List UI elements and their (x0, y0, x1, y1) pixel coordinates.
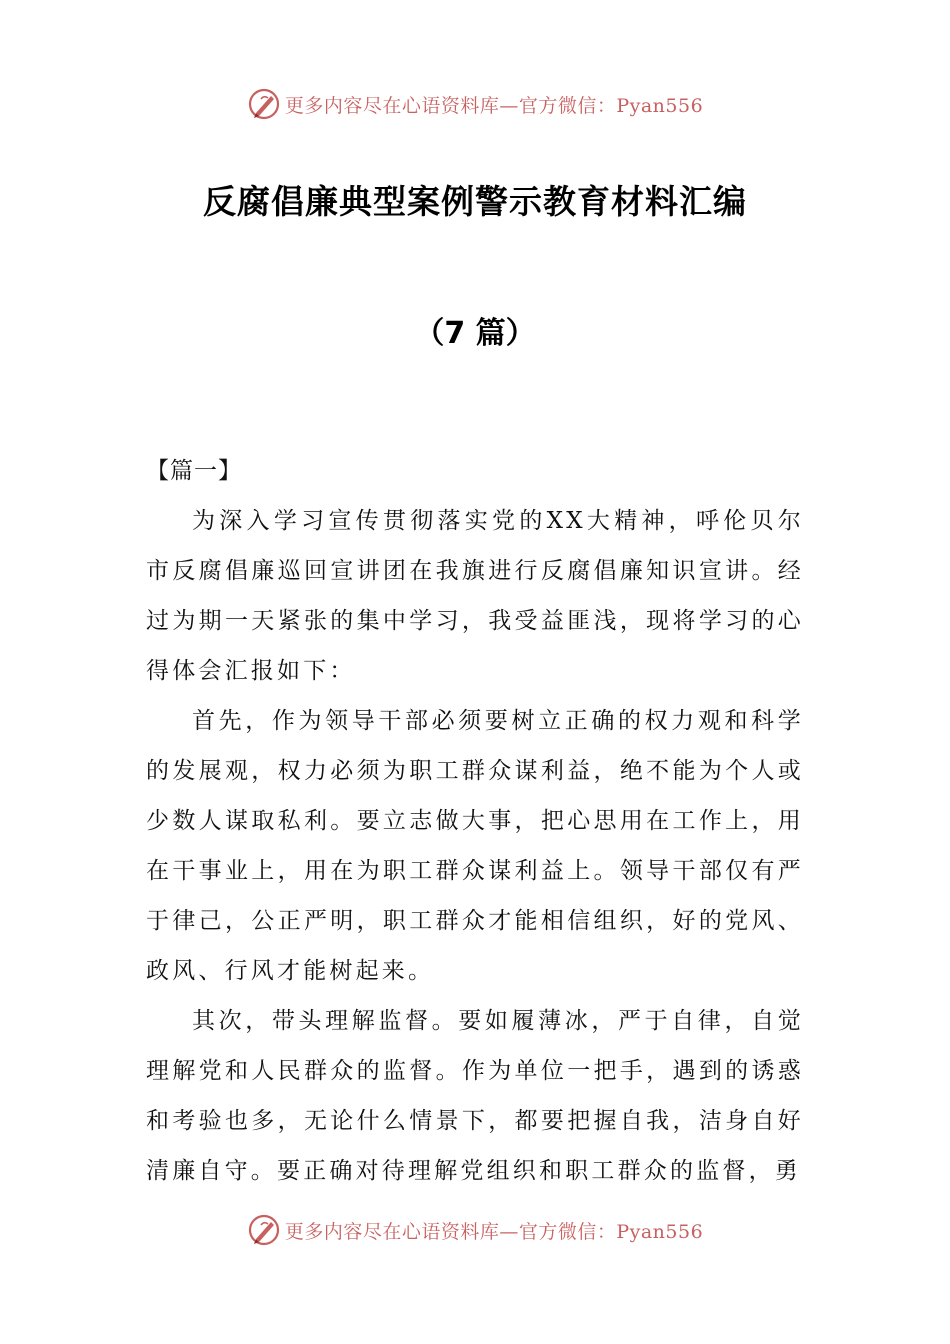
paragraph-2: 首先，作为领导干部必须要树立正确的权力观和科学的发展观，权力必须为职工群众谋利益，绝不能为个人或少数人谋取私利。要立志做大事，把心思用在工作上，用在干事业上，用在为职工群众谋利益上。领导干部仅有严于律己，公正严明，职工群众才能相信组织，好的党风、政风、行风才能树起来。 (146, 708, 804, 984)
watermark-text: 更多内容尽在心语资料库—官方微信：Pyan556 (284, 1220, 704, 1243)
document-title: 反腐倡廉典型案例警示教育材料汇编 (203, 182, 747, 221)
watermark-text: 更多内容尽在心语资料库—官方微信：Pyan556 (284, 94, 704, 117)
watermark-footer (0, 1210, 950, 1250)
watermark-wechat-id: Pyan556 (616, 1220, 704, 1243)
document-subtitle: （7 篇） (414, 316, 536, 351)
document-body (146, 446, 804, 1196)
watermark-wechat-id: Pyan556 (616, 94, 704, 117)
watermark-header (0, 84, 950, 124)
paragraph-3: 其次，带头理解监督。要如履薄冰，严于自律，自觉理解党和人民群众的监督。作为单位一把手，遇到的诱惑和考验也多，无论什么情景下，都要把握自我，洁身自好清廉自守。要正确对待理解党组织和职工群众的监督，勇 (146, 1008, 804, 1184)
pen-logo-icon (247, 1213, 281, 1247)
pen-logo-icon (247, 87, 281, 121)
paragraph-1: 为深入学习宣传贯彻落实党的XX大精神，呼伦贝尔市反腐倡廉巡回宣讲团在我旗进行反腐倡廉知识宣讲。经过为期一天紧张的集中学习，我受益匪浅，现将学习的心得体会汇报如下： (146, 508, 804, 684)
section-label: 【篇一】 (146, 458, 242, 484)
